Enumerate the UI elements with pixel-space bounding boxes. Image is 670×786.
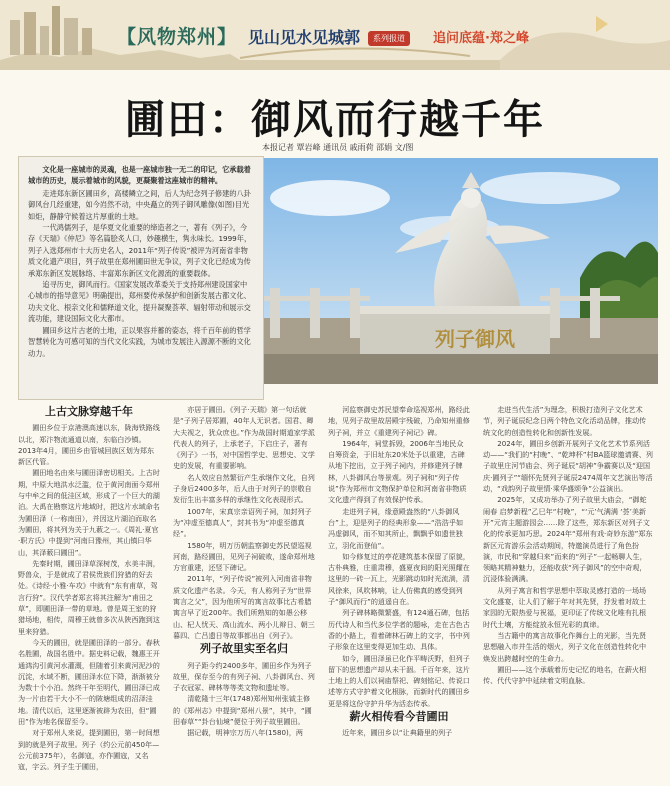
byline: 本报记者 覃岩峰 通讯员 戚雨荷 邵娟 文/图 bbox=[262, 143, 414, 152]
statue-inscription: 列子御风 bbox=[435, 327, 515, 351]
body-paragraph: 1007年，宋真宗亲诏列子祠，加封列子为“冲虚至德真人”，封其书为“冲虚至德真经”。 bbox=[173, 506, 312, 539]
intro-paragraph: 圃田乡这片古老的土地，正以果容并蓄的姿态，将千百年前的哲学智慧转化为可感可知的当代文化实践，为城市发展注入源源不断的文化动力。 bbox=[28, 325, 251, 358]
body-paragraph: 圃田地名由来与圃田泽密切相关。上古时期，中原大地洪水泛滥，位于黄河南面今郑州与中牟之间的低洼区域，形成了一个巨大的湖泊。大禹在勘察这片地域时，把这片水域命名为圃田泽（一称南田），并因这片湖泊而取名为圃田，将其列为关于九薮之一。《周礼·夏官·职方氏》中提到“河南曰豫州，其山镇曰华山，其泽薮曰圃田”。 bbox=[18, 468, 160, 557]
column-tag bbox=[117, 22, 237, 49]
body-column-3 bbox=[328, 404, 470, 784]
series-subtitle: 追问底蕴·郑之峰 bbox=[433, 31, 529, 46]
bracket-close: 】 bbox=[217, 26, 238, 48]
body-paragraph: 2024年，圃田乡创新开展列子文化艺术节系列活动——“我们的“村晚”、“乾坤杯”村BA篮球邀请赛、列子故里庄河节庙会、列子诞辰“胡神”争霸赛以及“迎国庆·圃列子”“缅怀先贤列子诞辰2474周年文艺演出等活动，“戏韵列子故里情·乘华盛颂争”公益演出。 bbox=[483, 438, 653, 494]
intro-lead: 文化是一座城市的灵魂，也是一座城市独一无二的印记，它承载着城市的历史，展示着城市的风貌，更凝聚着这座城市的精神。 bbox=[28, 165, 251, 186]
body-paragraph: 1964年，祠堂拆毁，2006年当地民众自筹资金，于旧址东20米处予以重建，古碑从地下挖出，立于列子祠内，并修建列子牌林，八卦御风台等景观。列子祠和“列子传说”作为郑州市文物保护单位和河南省非物质文化遗产得到了有效保护传承。 bbox=[328, 438, 467, 505]
body-paragraph: 名人效应自然繁衍产生承继作文化，自列子身后2400多年，后人由于对列子的崇敬自发衍生出丰富多样的承继性文化表现形式。 bbox=[173, 472, 315, 505]
body-paragraph: 如今，圃田泽虽已化作平畴沃野，但列子留下的思想遗产却从未干涸。千百年来，这片土地上的人们以祠庙祭祀、碑刻铭记、传说口述等方式守护着文化根脉，而新时代的圃田乡更是将这份守护升华为活态传承。 bbox=[328, 653, 470, 708]
body-paragraph: 对于郑州人来说，提到圃田，第一时间想到的就是列子故里。列子（约公元前450年—公元前375年），名御寇，亦作圃寇，又名寇，字云。列子生于圃田， bbox=[18, 728, 160, 772]
body-column-2 bbox=[173, 404, 315, 784]
section-heading: 薪火相传看今昔圃田 bbox=[349, 710, 449, 724]
body-paragraph: 列子碑林略微繁盛，有124通石碑，包括历代诗人和当代多位学者的题咏，走在古色古香的小路上，看着碑林石碑上的文字，书中列子形象在这里变得更加生动、具体。 bbox=[328, 608, 470, 652]
body-paragraph: 如今修复过的亭花建筑基本保留了原貌，古朴典雅，庄重肃穆，盛夏夜间的阳光照耀在这里的一砖一瓦上，光影跳动如时光流淌，清风徐来，风吹林响，让人仿佛真的感受到列子“御风而行”的逍遥自在。 bbox=[328, 551, 470, 607]
section-heading: 列子故里实至名归 bbox=[200, 642, 288, 656]
column-tag-text: 风物郑州 bbox=[137, 26, 218, 48]
body-column-4 bbox=[483, 404, 653, 784]
body-paragraph: 今天的圃田，就是圃田泽的一部分。春秋名胜圃，战国名胜中。据史料记载，魏惠王开通鸿沟引黄河水灌溉，但随着引来黄河泥沙的沉淀，水域不断，圃田泽水位下降，渐渐被分为数十个小泊。然终干年至明代，圃田泽已成为一片由若干大小不一的陂塘组成的沼泽洼地。清代以后，这里逐渐被辟为农田，但“圃田”作为地名保留至今。 bbox=[18, 637, 160, 727]
body-paragraph: 列子距今约2400多年，圃田乡作为列子故里，保存至今的有列子祠、八卦御风台、列子衣冠冢、碑林等等类文物和遗址等。 bbox=[173, 660, 315, 693]
body-paragraph: 亦居于圃田。《列子·天瑞》第一句话就是“子列子居郑圃，40年人无识者。国君、卿大夫视之，犹众庶也。”作为战国时期道家学派代表人的列子，上承老子，下启庄子，著有《列子》一书，对中国哲学史、思想史、文学史的发展，有重要影响。 bbox=[173, 405, 315, 471]
intro-paragraph: 一代鸿儒列子，是华夏文化重要的缔造者之一，著有《列子》，今存《天瑞》《仲尼》等名篇脍炙人口，妙趣横生，隽永味长。1999年，列子入选郑州市十大历史名人，2011年“列子传说”被评为河南省非物质文化遗产项目，列子故里在郑州圃田世无争议，列子文化已经成为传承郑东新区发展脉络、丰富郑东新区文化源流的重要载体。 bbox=[28, 223, 252, 278]
intro-paragraph: 追寻历史，御风而行。《国家发展改革委关于支持郑州建设国家中心城市的指导意见》明确提出，郑州要传承保护和创新发展古都文化、功夫文化、根亲文化和儒释道文化，提升凝聚荟萃、辐射带动和展示交流功能，建设国际文化大都市。 bbox=[28, 280, 251, 324]
body-paragraph: 据记载，明神宗万历八年(1580)，两 bbox=[187, 728, 303, 738]
page-title: 圃田：御风而行越千年 bbox=[125, 97, 545, 143]
photo-liezi-statue bbox=[250, 158, 658, 384]
column-banner bbox=[0, 0, 670, 70]
body-paragraph: 走进列子祠，缘意殿盎然的“八卦御风台”上，迎是列子的经典形象——“浩浩乎如冯虚御风，而不知其所止，飘飘乎如遗世独立，羽化而登仙”。 bbox=[328, 506, 464, 550]
body-paragraph: 清乾隆十三年(1748)郑州知州张钺主修的《郑州志》中提到“郑州八景”，其中，“圃田春草”“卦台仙境”便位于列子故里圃田。 bbox=[173, 694, 312, 727]
body-paragraph: 圃田——这个承载着历史记忆的地名，在薪火相传、代代守护中延续着文明血脉。 bbox=[483, 664, 647, 686]
column-motto: 见山见水见城郭 bbox=[248, 28, 361, 47]
body-paragraph: 先秦时期，圃田泽草深树茂，水美丰润，野兽众，于是就成了君侯贵族们狩猎的好去处。《诗经·小雅·车攻》中就有“东有甫草，驾言行狩”。汉代学者郑玄将其注解为“甫田之草”，即圃田泽一带的草地。曾是周王室的狩猎场地，相传，周穆王就曾多次从陕西跑到这里来狩猎。 bbox=[18, 558, 160, 636]
intro-paragraph: 走进郑东新区圃田乡，高楼鳞立之间，后人为纪念列子修建的八卦御风台几经重建，如今岿然不动，中央矗立的列子御风雕像(如图)目光如炬，静静守候着这片厚重的土地。 bbox=[28, 188, 251, 221]
body-paragraph: 走进当代生活”为理念，积极打造列子文化艺术节，列子诞辰纪念日两个特色文化活动品牌，推动传统文化的创造性转化和创新性发展。 bbox=[483, 405, 647, 437]
body-paragraph: 近年来，圃田乡以“让典籍里的列子 bbox=[342, 728, 453, 738]
body-paragraph: 2025年，又成功举办了列子故里大庙会，“御蛇闹春 启梦新程”乙巳年“村晚”，“‘元’气满满 ‘荟’美新开”元宵主题游园会……除了这些，郑东新区对列子文化的传承更加巧思。2024年“郑州有戏·奇妙东游”郑东新区元宵游乐会活动期间，特邀演员进行了角色扮演，市民和“穿越归来”而来的“列子”一起畅聊人生，领略其精神魅力，还能收获“列子御风”的空中奇观，沉浸体验满满。 bbox=[483, 495, 653, 584]
body-paragraph: 从列子寓言和哲学思想中萃取灵感打造的一场场文化盛宴，让人们了解于年对其先贤，抒发着对故土家园的无限热爱与祝福，更印证了传统文化唯有扎根时代土壤，方能绽放永恒光彩的真谛。 bbox=[483, 585, 647, 629]
body-paragraph: 1580年，明万历朝监察御史苏民望巡视河南，路经圃田，见列子祠破败，遂命郑州地方官重建，还竖下碑记。 bbox=[173, 540, 315, 573]
body-paragraph: 2011年，“列子传说”被列入河南省非物质文化遗产名录。今天，有人称列子为“世界寓言之父”，因为他所写的寓言故事比古希腊寓言早了近200年。我们所熟知的如愚公移山、杞人忧天、高山流水、两小儿辩日、朝三暮四、亡吕遗日等故事都出自《列子》。 bbox=[173, 574, 315, 640]
intro-box bbox=[18, 156, 264, 400]
statue-illustration bbox=[250, 158, 658, 384]
body-paragraph: 河监察御史苏民望奉命巡视郑州，路经此地，见列子故里故居殿宇残破，乃命知州重修列子祠，并立《重建列子祠记》碑。 bbox=[328, 405, 470, 437]
bracket-open: 【 bbox=[117, 26, 138, 48]
body-column-1 bbox=[18, 404, 160, 784]
section-heading: 上古文脉穿越千年 bbox=[45, 405, 133, 418]
series-badge: 系列报道 bbox=[368, 31, 410, 46]
body-paragraph: 当古籍中的寓言故事化作舞台上的光影，当先贤思想融入市井生活的烟火，列子文化在创造性转化中焕发出跨越时空的生命力。 bbox=[483, 630, 647, 663]
body-paragraph: 圃田乡位于京港澳高速以东，陇海铁路线以北，郑汴物流通道以南，东临白沙镇。2013年4月，圃田乡由管城回族区划为郑东新区代管。 bbox=[18, 423, 160, 467]
